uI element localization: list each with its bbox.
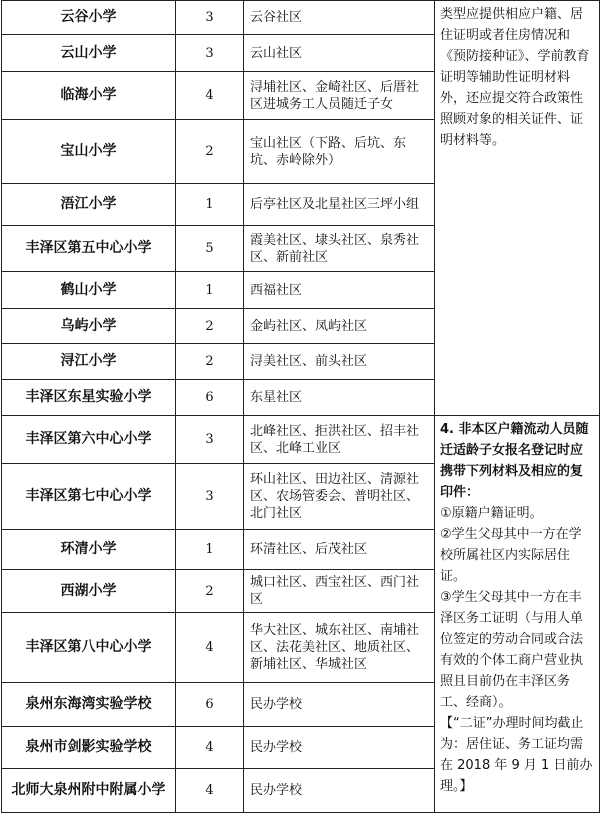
class-count: 6 xyxy=(176,380,244,416)
class-count: 3 xyxy=(176,416,244,464)
service-area: 环山社区、田边社区、清源社区、农场管委会、普明社区、北门社区 xyxy=(244,464,435,530)
service-area: 城口社区、西宝社区、西门社区 xyxy=(244,570,435,613)
class-count: 5 xyxy=(176,226,244,272)
class-count: 1 xyxy=(176,184,244,226)
note-bottom xyxy=(435,416,600,813)
school-name: 西湖小学 xyxy=(2,570,176,613)
class-count: 4 xyxy=(176,769,244,813)
note-deadline: 【“二证”办理时间均截止为：居住证、务工证均需在 2018 年 9 月 1 日前办理。】 xyxy=(440,716,593,794)
service-area: 北峰社区、拒洪社区、招丰社区、北峰工业区 xyxy=(244,416,435,464)
class-count: 4 xyxy=(176,727,244,769)
school-name: 云谷小学 xyxy=(2,1,176,35)
service-area: 云谷社区 xyxy=(244,1,435,35)
school-name: 北师大泉州附中附属小学 xyxy=(2,769,176,813)
service-area: 环清社区、后茂社区 xyxy=(244,530,435,570)
table-row xyxy=(2,1,600,35)
note-item-1: ①原籍户籍证明。 xyxy=(440,506,543,521)
class-count: 3 xyxy=(176,1,244,35)
service-area: 金屿社区、凤屿社区 xyxy=(244,309,435,344)
note-heading: 4. 非本区户籍流动人员随迁适龄子女报名登记时应携带下列材料及相应的复印件： xyxy=(440,422,589,500)
class-count: 2 xyxy=(176,120,244,184)
note-item-2: ②学生父母其中一方在学校所属社区内实际居住证。 xyxy=(440,527,582,584)
service-area: 浔埔社区、金崎社区、后厝社区进城务工人员随迁子女 xyxy=(244,72,435,120)
class-count: 4 xyxy=(176,72,244,120)
service-area: 宝山社区（下路、后坑、东坑、赤岭除外） xyxy=(244,120,435,184)
school-name: 丰泽区第五中心小学 xyxy=(2,226,176,272)
service-area: 云山社区 xyxy=(244,35,435,72)
table-row xyxy=(2,416,600,464)
school-name: 丰泽区第八中心小学 xyxy=(2,613,176,683)
class-count: 3 xyxy=(176,35,244,72)
note-top-text: 类型应提供相应户籍、居住证明或者住房情况和《预防接种证》、学前教育证明等辅助性证明材料外，还应提交符合政策性照顾对象的相关证件、证明材料等。 xyxy=(440,7,590,148)
service-area: 民办学校 xyxy=(244,769,435,813)
service-area: 民办学校 xyxy=(244,727,435,769)
school-name: 泉州东海湾实验学校 xyxy=(2,683,176,727)
note-top xyxy=(435,1,600,416)
service-area: 后亭社区及北星社区三坪小组 xyxy=(244,184,435,226)
service-area: 西福社区 xyxy=(244,272,435,309)
school-name: 环清小学 xyxy=(2,530,176,570)
school-name: 临海小学 xyxy=(2,72,176,120)
service-area: 华大社区、城东社区、南埔社区、法花美社区、地质社区、新埔社区、华城社区 xyxy=(244,613,435,683)
school-name: 浔江小学 xyxy=(2,344,176,380)
school-name: 浯江小学 xyxy=(2,184,176,226)
class-count: 1 xyxy=(176,272,244,309)
class-count: 1 xyxy=(176,530,244,570)
class-count: 2 xyxy=(176,309,244,344)
school-name: 丰泽区第七中心小学 xyxy=(2,464,176,530)
class-count: 6 xyxy=(176,683,244,727)
school-name: 丰泽区第六中心小学 xyxy=(2,416,176,464)
school-name: 泉州市剑影实验学校 xyxy=(2,727,176,769)
service-area: 霞美社区、埭头社区、泉秀社区、新前社区 xyxy=(244,226,435,272)
school-name: 宝山小学 xyxy=(2,120,176,184)
school-name: 鹤山小学 xyxy=(2,272,176,309)
enrollment-zone-table xyxy=(1,0,600,813)
service-area: 东星社区 xyxy=(244,380,435,416)
class-count: 4 xyxy=(176,613,244,683)
service-area: 民办学校 xyxy=(244,683,435,727)
school-name: 丰泽区东星实验小学 xyxy=(2,380,176,416)
school-name: 云山小学 xyxy=(2,35,176,72)
school-name: 乌屿小学 xyxy=(2,309,176,344)
note-item-3: ③学生父母其中一方在丰泽区务工证明（与用人单位签定的劳动合同或合法有效的个体工商户营业执照且目前仍在丰泽区务工、经商）。 xyxy=(440,590,584,710)
class-count: 3 xyxy=(176,464,244,530)
service-area: 浔美社区、前头社区 xyxy=(244,344,435,380)
class-count: 2 xyxy=(176,570,244,613)
class-count: 2 xyxy=(176,344,244,380)
